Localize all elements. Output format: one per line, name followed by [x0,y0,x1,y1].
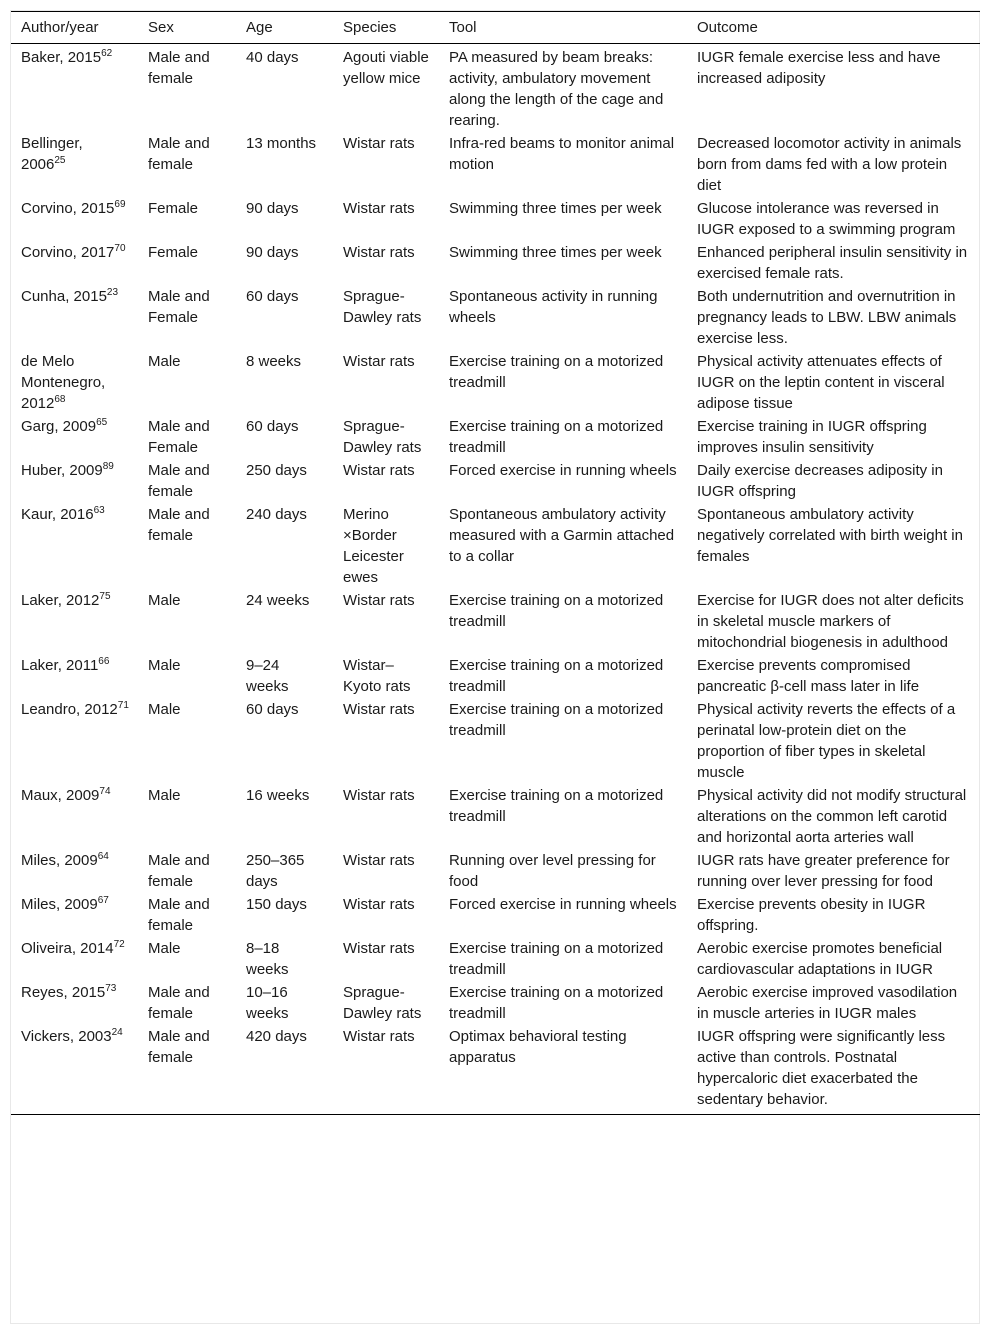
table-body [11,44,980,1115]
table-row [11,1025,980,1115]
cell-age: 90 days [246,200,299,217]
cell-sex: Male and female [148,1028,210,1066]
cell-author-year [11,350,138,415]
author-year-text: Leandro, 2012 [21,701,118,718]
table-row [11,698,980,784]
reference-number: 89 [102,461,114,472]
table-row [11,132,980,197]
cell-sex: Male and female [148,462,210,500]
author-year-text: Laker, 2012 [21,592,100,609]
cell-species: Wistar rats [343,940,415,957]
reference-number: 25 [54,155,66,166]
cell-tool: Swimming three times per week [449,244,662,261]
cell-sex: Male and Female [148,288,210,326]
author-year-text: Miles, 2009 [21,852,98,869]
cell-age: 24 weeks [246,592,310,609]
table-row [11,350,980,415]
cell-tool: PA measured by beam breaks: activity, ambulatory movement along the length of the cage and rearing. [449,49,664,129]
cell-species: Wistar rats [343,701,415,718]
author-year-text: Laker, 2011 [21,657,99,674]
cell-age: 250–365 days [246,852,305,890]
cell-age: 240 days [246,506,307,523]
cell-tool: Exercise training on a motorized treadmill [449,592,664,630]
cell-species: Wistar rats [343,852,415,869]
cell-outcome: Spontaneous ambulatory activity negatively correlated with birth weight in females [697,506,963,565]
header-row [11,12,980,44]
author-year-text: Maux, 2009 [21,787,100,804]
reference-number: 66 [98,656,110,667]
cell-tool: Exercise training on a motorized treadmill [449,940,664,978]
cell-author-year [11,981,138,1025]
cell-sex: Male and female [148,49,210,87]
cell-age: 40 days [246,49,299,66]
table-row [11,893,980,937]
cell-tool: Infra-red beams to monitor animal motion [449,135,675,173]
cell-species: Wistar rats [343,135,415,152]
cell-age: 250 days [246,462,307,479]
cell-species: Wistar rats [343,462,415,479]
author-year-text: Miles, 2009 [21,896,98,913]
author-year-text: Garg, 2009 [21,418,97,435]
cell-outcome: IUGR rats have greater preference for running over lever pressing for food [697,852,950,890]
cell-age: 60 days [246,701,299,718]
reference-number: 62 [101,48,113,59]
cell-outcome: Both undernutrition and overnutrition in pregnancy leads to LBW. LBW animals exercise less. [697,288,957,347]
reference-number: 74 [99,786,111,797]
cell-age: 420 days [246,1028,307,1045]
cell-outcome: Physical activity did not modify structural alterations on the common left carotid and horizontal aorta arteries wall [697,787,967,846]
author-year-text: Vickers, 2003 [21,1028,112,1045]
reference-number: 63 [93,505,105,516]
cell-author-year [11,1025,138,1115]
cell-outcome: Glucose intolerance was reversed in IUGR exposed to a swimming program [697,200,956,238]
reference-number: 68 [54,394,66,405]
cell-age: 60 days [246,288,299,305]
cell-species: Wistar rats [343,787,415,804]
cell-sex: Male [148,353,181,370]
header-author-year: Author/year [21,19,99,36]
author-year-text: Huber, 2009 [21,462,103,479]
author-year-text: Corvino, 2015 [21,200,115,217]
cell-tool: Exercise training on a motorized treadmill [449,984,664,1022]
reference-number: 24 [111,1027,123,1038]
cell-outcome: Exercise for IUGR does not alter deficits in skeletal muscle markers of mitochondrial biogenesis in adulthood [697,592,964,651]
cell-outcome: Enhanced peripheral insulin sensitivity in exercised female rats. [697,244,968,282]
cell-tool: Forced exercise in running wheels [449,896,677,913]
cell-author-year [11,503,138,589]
cell-tool: Spontaneous ambulatory activity measured with a Garmin attached to a collar [449,506,675,565]
cell-author-year [11,459,138,503]
cell-author-year [11,589,138,654]
reference-number: 75 [99,591,111,602]
author-year-text: Corvino, 2017 [21,244,115,261]
reference-number: 72 [113,939,125,950]
cell-sex: Male [148,787,181,804]
cell-sex: Female [148,200,199,217]
table-row [11,44,980,133]
table-row [11,503,980,589]
header-tool: Tool [449,19,477,36]
reference-number: 67 [97,895,109,906]
cell-author-year [11,849,138,893]
table-header [11,12,980,44]
cell-tool: Optimax behavioral testing apparatus [449,1028,627,1066]
cell-sex: Male and female [148,852,210,890]
table-row [11,589,980,654]
cell-outcome: Aerobic exercise improved vasodilation in muscle arteries in IUGR males [697,984,958,1022]
author-year-text: Cunha, 2015 [21,288,107,305]
cell-author-year [11,132,138,197]
cell-species: Wistar–Kyoto rats [343,657,411,695]
cell-age: 8 weeks [246,353,302,370]
cell-age: 60 days [246,418,299,435]
table-row [11,784,980,849]
table-row [11,654,980,698]
cell-sex: Male and female [148,896,210,934]
cell-outcome: Physical activity attenuates effects of IUGR on the leptin content in visceral adipose tissue [697,353,945,412]
cell-author-year [11,937,138,981]
cell-sex: Male [148,701,181,718]
cell-author-year [11,654,138,698]
cell-author-year [11,44,138,133]
cell-species: Wistar rats [343,244,415,261]
reference-number: 23 [106,287,119,298]
reference-number: 64 [97,851,109,862]
reference-number: 70 [114,243,126,254]
reference-number: 73 [105,983,117,994]
author-year-text: Baker, 2015 [21,49,102,66]
table-row [11,849,980,893]
reference-number: 71 [117,700,129,711]
table-row [11,937,980,981]
table-row [11,981,980,1025]
cell-age: 9–24 weeks [246,657,289,695]
cell-sex: Female [148,244,199,261]
reference-number: 65 [96,417,108,428]
cell-tool: Exercise training on a motorized treadmill [449,787,664,825]
cell-sex: Male and female [148,135,210,173]
cell-author-year [11,415,138,459]
cell-outcome: Exercise training in IUGR offspring improves insulin sensitivity [697,418,927,456]
header-age: Age [246,19,273,36]
cell-outcome: Daily exercise decreases adiposity in IUGR offspring [697,462,943,500]
reference-number: 69 [114,199,126,210]
cell-species: Wistar rats [343,1028,415,1045]
cell-species: Sprague-Dawley rats [343,418,422,456]
cell-species: Wistar rats [343,353,415,370]
table-row [11,415,980,459]
cell-tool: Exercise training on a motorized treadmill [449,353,664,391]
cell-author-year [11,698,138,784]
cell-tool: Swimming three times per week [449,200,662,217]
cell-tool: Exercise training on a motorized treadmill [449,657,664,695]
cell-species: Sprague-Dawley rats [343,984,422,1022]
cell-tool: Forced exercise in running wheels [449,462,677,479]
header-outcome: Outcome [697,19,758,36]
cell-species: Agouti viable yellow mice [343,49,429,87]
cell-age: 150 days [246,896,307,913]
table-row [11,241,980,285]
cell-outcome: Decreased locomotor activity in animals born from dams fed with a low protein diet [697,135,962,194]
cell-species: Wistar rats [343,200,415,217]
cell-outcome: Physical activity reverts the effects of a perinatal low-protein diet on the proportion of fiber types in skeletal muscle [697,701,956,781]
header-species: Species [343,19,397,36]
cell-sex: Male and female [148,984,210,1022]
cell-species: Sprague-Dawley rats [343,288,422,326]
cell-tool: Running over level pressing for food [449,852,656,890]
cell-author-year [11,784,138,849]
table-row [11,285,980,350]
cell-outcome: Exercise prevents compromised pancreatic β-cell mass later in life [697,657,920,695]
cell-age: 10–16 weeks [246,984,289,1022]
author-year-text: Reyes, 2015 [21,984,106,1001]
cell-author-year [11,197,138,241]
header-sex: Sex [148,19,174,36]
cell-sex: Male [148,592,181,609]
author-year-text: Bellinger, 2006 [21,135,83,173]
cell-author-year [11,241,138,285]
table-row [11,197,980,241]
cell-author-year [11,285,138,350]
cell-sex: Male and female [148,506,210,544]
cell-age: 8–18 weeks [246,940,289,978]
cell-outcome: IUGR female exercise less and have increased adiposity [697,49,941,87]
cell-outcome: Exercise prevents obesity in IUGR offspring. [697,896,926,934]
cell-age: 16 weeks [246,787,310,804]
author-year-text: Oliveira, 2014 [21,940,114,957]
author-year-text: de Melo Montenegro, 2012 [21,353,106,412]
cell-sex: Male [148,940,181,957]
cell-sex: Male and Female [148,418,210,456]
cell-age: 13 months [246,135,317,152]
cell-tool: Exercise training on a motorized treadmill [449,701,664,739]
cell-tool: Exercise training on a motorized treadmill [449,418,664,456]
cell-species: Merino ×Border Leicester ewes [343,506,404,586]
author-year-text: Kaur, 2016 [21,506,94,523]
cell-species: Wistar rats [343,896,415,913]
studies-table [11,11,980,1115]
cell-outcome: Aerobic exercise promotes beneficial cardiovascular adaptations in IUGR [697,940,943,978]
cell-outcome: IUGR offspring were significantly less active than controls. Postnatal hypercaloric diet exacerbated the sedentary behavior. [697,1028,946,1108]
table-row [11,459,980,503]
cell-sex: Male [148,657,181,674]
cell-author-year [11,893,138,937]
cell-age: 90 days [246,244,299,261]
cell-tool: Spontaneous activity in running wheels [449,288,658,326]
cell-species: Wistar rats [343,592,415,609]
